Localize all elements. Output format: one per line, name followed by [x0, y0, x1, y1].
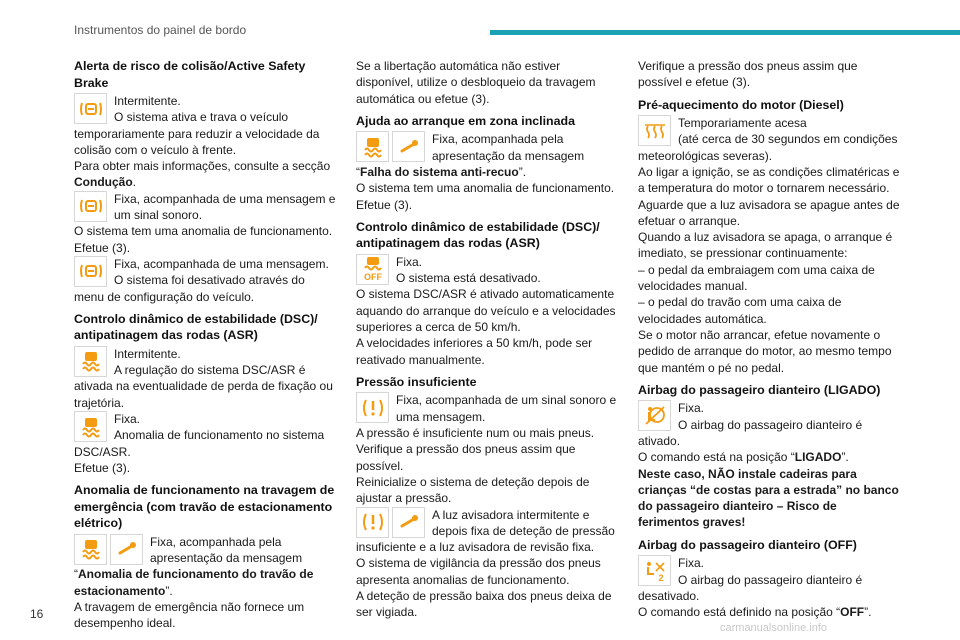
tyre-pressure-heading: Pressão insuficiente	[356, 374, 477, 389]
entry-status: Intermitente.	[114, 94, 181, 108]
entry-status: Fixa, acompanhada de uma mensagem e um sinal sonoro.	[114, 191, 336, 223]
collision-alert-heading: Alerta de risco de colisão/Active Safety Brake	[74, 59, 306, 90]
message-quote-end: ”.	[841, 450, 849, 465]
entry-status: Fixa, acompanhada pela apresentação da mensagem “	[74, 534, 303, 582]
off-label: OFF	[363, 272, 382, 283]
entry-text: O sistema ativa e trava o veículo temporariamente para reduzir a velocidade da colisão com o veículo à frente.	[74, 110, 320, 157]
emergency-brake-entry	[74, 534, 336, 632]
column-3	[638, 58, 900, 620]
tyre-check-text: Verifique a pressão dos pneus assim que possível e efetue (3).	[638, 59, 858, 90]
message-quote-end: ”.	[864, 605, 872, 620]
skidding-car-icon	[356, 131, 389, 162]
dsc-off-heading: Controlo dinâmico de estabilidade (DSC)/ antipatinagem das rodas (ASR)	[356, 219, 600, 251]
entry-status: Fixa, acompanhada pela apresentação da mensagem “	[356, 132, 585, 179]
watermark: carmanualsonline.info	[720, 622, 828, 634]
entry-text: Anomalia de funcionamento no sistema DSC/ASR.	[74, 428, 325, 459]
entry-text: Reinicialize o sistema de deteção depois de ajustar a pressão.	[356, 474, 590, 506]
entry-text: A pressão é insuficiente num ou mais pneus.	[356, 426, 595, 441]
tyre-pressure-entry-1	[356, 392, 618, 506]
tyre-pressure-icon	[356, 507, 389, 538]
airbag-on-heading: Airbag do passageiro dianteiro (LIGADO)	[638, 382, 881, 397]
entry-text: A deteção de pressão baixa dos pneus deixa de ser vigiada.	[356, 589, 612, 620]
airbag-off-heading: Airbag do passageiro dianteiro (OFF)	[638, 537, 857, 552]
entry-text: A velocidades inferiores a 50 km/h, pode ser reativado manualmente.	[356, 336, 593, 367]
collision-alert-icon	[74, 191, 107, 222]
column-1	[74, 58, 336, 632]
entry-status: Temporariamente acesa	[678, 116, 807, 131]
message-quote-end: ”.	[518, 164, 527, 179]
message-text: Anomalia de funcionamento do travão de estacionamento	[74, 567, 314, 598]
wrench-icon	[392, 131, 425, 162]
entry-text: O airbag do passageiro dianteiro é desativado.	[638, 572, 863, 603]
dsc-entry-2	[74, 411, 336, 476]
preheat-text-3: Se o motor não arrancar, efetue novamente o pedido de arranque do motor, ao mesmo tempo que mantém o pé no pedal.	[638, 327, 892, 375]
section-title: Instrumentos do painel de bordo	[74, 23, 247, 37]
collision-entry-1: Intermitente. O sistema ativa e trava o veículo temporariamente para reduzir a velocidade da colisão com o veículo à frente. Para obter mais informações, consulte a secção Condução.	[74, 94, 331, 190]
release-text: Se a libertação automática não estiver disponível, utilize o desbloqueio da travagem automática ou efetue (3).	[356, 59, 596, 106]
entry-text: (até cerca de 30 segundos em condições meteorológicas severas).	[638, 132, 898, 163]
entry-text: Verifique a pressão dos pneus assim que possível.	[356, 442, 576, 473]
airbag-off-icon	[638, 555, 671, 586]
command-position: LIGADO	[794, 450, 842, 465]
dsc-entry-1	[74, 346, 336, 411]
airbag-on-icon	[638, 400, 671, 431]
entry-status: Fixa.	[114, 412, 141, 427]
entry-text: O sistema tem uma anomalia de funcionamento. Efetue (3).	[74, 224, 333, 255]
entry-text: O comando está na posição “	[638, 450, 795, 465]
preheat-text-1: Ao ligar a ignição, se as condições climatéricas e a temperatura do motor o tornarem necessário. Aguarde que a luz avisadora se apague antes de efetuar o arranque.	[638, 164, 900, 228]
skidding-car-off-icon	[356, 254, 389, 285]
entry-status: Intermitente.	[114, 346, 181, 361]
svg-text:2: 2	[657, 572, 664, 583]
entry-status: A luz avisadora intermitente e depois fixa de deteção de pressão insuficiente e a luz avisadora de revisão fixa.	[356, 507, 615, 555]
airbag-on-entry	[638, 400, 900, 465]
wrench-icon	[392, 507, 425, 538]
tyre-pressure-icon	[356, 392, 389, 423]
entry-text: O sistema de vigilância da pressão dos pneus apresenta anomalias de funcionamento.	[356, 556, 601, 587]
collision-alert-icon	[74, 93, 107, 124]
tyre-pressure-entry-2	[356, 507, 618, 621]
collision-alert-icon	[74, 256, 107, 287]
preheat-text-2: Quando a luz avisadora se apaga, o arranque é imediato, se pressionar continuamente:	[638, 230, 893, 261]
collision-entry-2	[74, 191, 336, 256]
entry-text: O comando está definido na posição “	[638, 605, 841, 620]
entry-text: O sistema DSC/ASR é ativado automaticamente aquando do arranque do veículo e a velocidades superiores a cerca de 50 km/h.	[356, 287, 616, 335]
message-text: Falha do sistema anti-recuo	[360, 164, 519, 179]
entry-text: A travagem de emergência não fornece um desempenho ideal.	[74, 599, 305, 631]
page-number: 16	[30, 607, 44, 621]
entry-status: Fixa, acompanhada de um sinal sonoro e uma mensagem.	[396, 393, 617, 424]
entry-status: Fixa.	[396, 254, 423, 269]
skidding-car-icon	[74, 534, 107, 565]
entry-text: Para obter mais informações, consulte a secção	[74, 159, 331, 174]
header-accent-bar	[490, 30, 960, 35]
hill-start-heading: Ajuda ao arranque em zona inclinada	[356, 113, 575, 128]
preheat-heading: Pré-aquecimento do motor (Diesel)	[638, 97, 844, 112]
collision-entry-3	[74, 256, 336, 305]
preheat-entry	[638, 115, 900, 164]
entry-text: O sistema tem uma anomalia de funcionamento. Efetue (3).	[356, 181, 615, 212]
entry-text: O airbag do passageiro dianteiro é ativado.	[638, 417, 863, 448]
wrench-icon	[110, 534, 143, 565]
entry-status: Fixa, acompanhada de uma mensagem.	[114, 256, 329, 271]
entry-status: Fixa.	[678, 401, 705, 416]
section-reference: Condução	[74, 175, 133, 190]
skidding-car-icon	[74, 346, 107, 377]
entry-status: Fixa.	[678, 556, 705, 571]
entry-text: O sistema foi desativado através do menu de configuração do veículo.	[74, 273, 305, 304]
airbag-warning: Neste caso, NÃO instale cadeiras para crianças “de costas para a estrada” no banco do passageiro dianteiro – Risco de ferimentos graves!	[638, 466, 899, 530]
airbag-off-entry	[638, 555, 900, 620]
dsc-heading: Controlo dinâmico de estabilidade (DSC)/ antipatinagem das rodas (ASR)	[74, 311, 318, 343]
emergency-brake-heading: Anomalia de funcionamento na travagem de emergência (com travão de estacionamento elétrico)	[74, 483, 335, 531]
preheat-list-item: – o pedal do travão com uma caixa de velocidades automática.	[638, 295, 842, 326]
entry-text: O sistema está desativado.	[396, 271, 541, 286]
entry-text: Efetue (3).	[74, 460, 131, 475]
command-position: OFF	[840, 605, 865, 620]
column-2	[356, 58, 618, 621]
entry-text: A regulação do sistema DSC/ASR é ativada na eventualidade de perda de fixação ou trajetória.	[74, 363, 333, 410]
message-quote-end: ”.	[165, 583, 173, 598]
dsc-off-entry	[356, 254, 618, 368]
glow-plug-icon	[638, 115, 671, 146]
skidding-car-icon	[74, 411, 107, 442]
preheat-list-item: – o pedal da embraiagem com uma caixa de velocidades manual.	[638, 262, 875, 294]
hill-start-entry	[356, 131, 618, 212]
